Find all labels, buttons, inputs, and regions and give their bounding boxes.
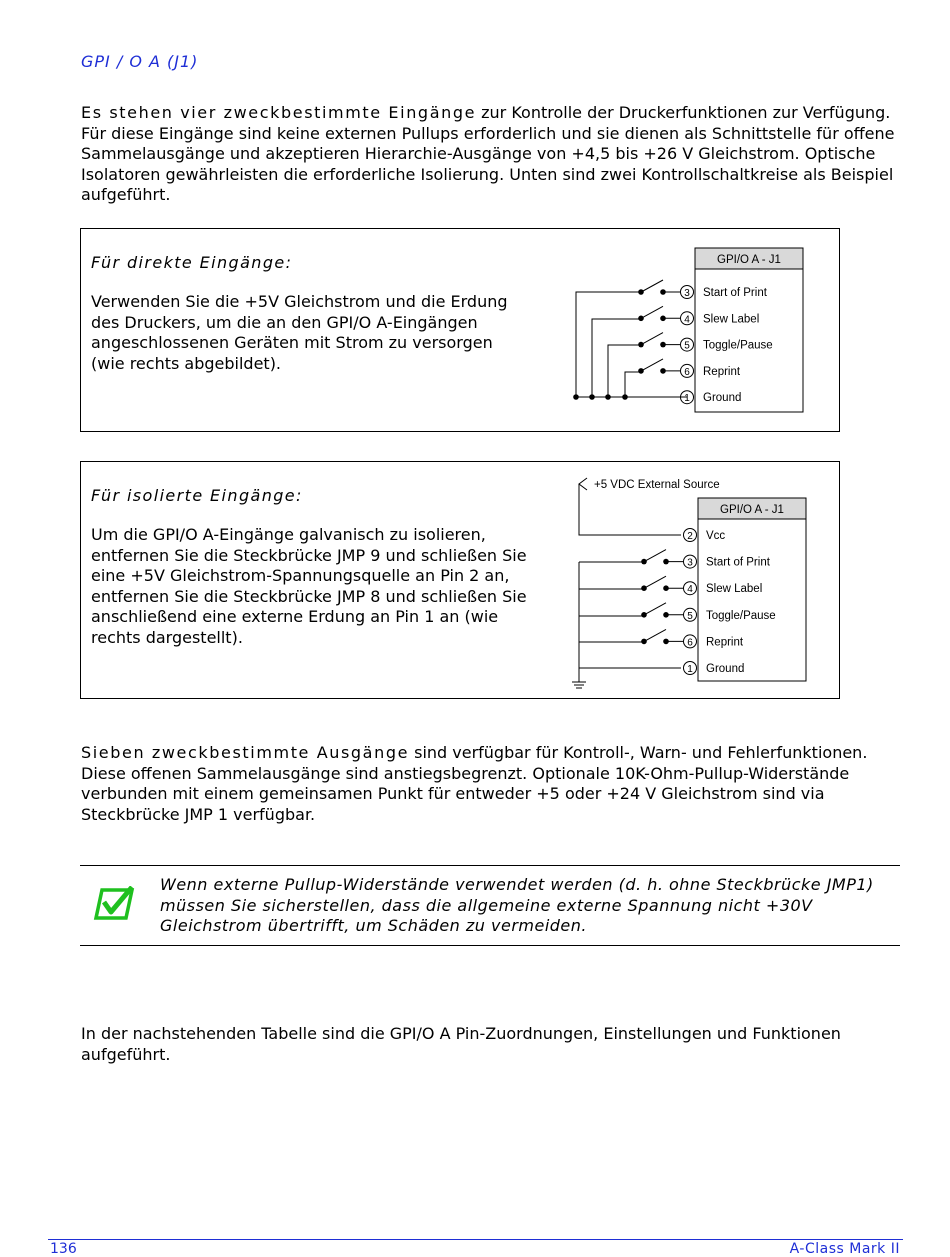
isolated-inputs-text: Um die GPI/O A-Eingänge galvanisch zu isolieren, entfernen Sie die Steckbrücke JMP 9 und schließen Sie eine +5V Gleichstrom-Spannungsquelle an Pin 2 an, entfernen Sie die Steckbrücke JMP 8 und schließen Sie anschließend eine externe Erdung an Pin 1 an (wie rechts dargestellt). [91,525,527,647]
intro-lead: Es stehen vier zweckbestimmte Eingänge [81,103,477,122]
intro-paragraph [81,103,911,206]
pin-label: Reprint [703,365,741,378]
source-label: +5 VDC External Source [594,479,720,491]
pin-number: 5 [687,610,693,622]
switch-icon [641,603,683,618]
pin-label: Slew Label [706,583,763,596]
switch-icon [641,629,683,644]
pin-label: Slew Label [703,313,760,326]
pin-label: Start of Print [703,287,767,299]
isolated-inputs-box [80,461,840,699]
page-number: 136 [50,1241,77,1257]
switch-icon [638,280,680,295]
pin-label: Reprint [706,636,744,649]
intro-text: zur Kontrolle der Druckerfunktionen zur Verfügung. Für diese Eingänge sind keine externen Pullups erforderlich und sie dienen als Schnittstelle für offene Sammelausgänge und akzeptieren Hierarchie-Ausgänge von +4,5 bis +26 V Gleichstrom. Optische Isolatoren gewährleisten die erforderliche Isolierung. Unten sind zwei Kontrollschaltkreise als Beispiel aufgeführt. [81,103,895,205]
isolated-inputs-diagram [569,470,814,695]
table-intro-paragraph: In der nachstehenden Tabelle sind die GPI/O A Pin-Zuordnungen, Einstellungen und Funktionen aufgeführt. [81,1024,841,1064]
footer-rule [48,1239,903,1240]
pin-number: 2 [687,531,693,542]
outputs-lead: Sieben zweckbestimmte Ausgänge [81,743,410,762]
pin-number: 3 [687,557,693,569]
direct-inputs-diagram [566,245,811,415]
pin-number: 1 [684,393,690,405]
pin-label: Vcc [706,530,726,542]
note-text: Wenn externe Pullup-Widerstände verwendet werden (d. h. ohne Steckbrücke JMP1) müssen Sie sicherstellen, dass die allgemeine externe Spannung nicht +30V Gleichstrom übertrifft, um Schäden zu vermeiden. [160,875,874,936]
outputs-text: sind verfügbar für Kontroll-, Warn- und Fehlerfunktionen. Diese offenen Sammelausgänge sind anstiegsbegrenzt. Optionale 10K-Ohm-Pullup-Widerstände verbunden mit einem gemeinsamen Punkt für entweder +5 oder +24 V Gleichstrom sind via Steckbrücke JMP 1 verfügbar. [81,743,868,824]
direct-inputs-box [80,228,840,432]
pin-number: 6 [684,366,690,378]
pin-number: 4 [684,314,690,326]
footer-doc-title: A-Class Mark II [789,1241,900,1257]
switch-icon [638,306,680,321]
pin-label: Ground [706,663,745,675]
pin-number: 1 [687,664,693,675]
switch-icon [641,576,683,591]
direct-inputs-text: Verwenden Sie die +5V Gleichstrom und die Erdung des Druckers, um die an den GPI/O A-Eingängen angeschlossenen Geräten mit Strom zu versorgen (wie rechts abgebildet). [91,292,508,373]
pin-number: 5 [684,340,690,352]
pin-row [681,391,742,405]
switch-icon [638,333,680,348]
pin-number: 3 [684,288,690,299]
pin-number: 4 [687,584,693,596]
note-bottom-rule [80,945,900,946]
section-title: GPI / O A (J1) [81,52,199,71]
isolated-inputs-heading: Für isolierte Eingänge: [91,486,303,505]
connector-block [695,248,803,412]
direct-inputs-heading: Für direkte Eingänge: [91,253,293,272]
note-top-rule [80,865,900,866]
connector-title: GPI/O A - J1 [720,504,784,516]
switch-icon [638,359,680,374]
pin-number: 6 [687,637,693,649]
outputs-paragraph [81,743,911,825]
connector-title: GPI/O A - J1 [717,254,781,266]
pin-label: Ground [703,392,742,405]
source-arrow [579,478,587,490]
pin-row [684,662,745,676]
switch-icon [641,550,683,565]
pin-label: Start of Print [706,556,770,569]
pin-label: Toggle/Pause [706,609,776,622]
checkmark-note-icon [92,886,136,922]
pin-label: Toggle/Pause [703,339,773,352]
